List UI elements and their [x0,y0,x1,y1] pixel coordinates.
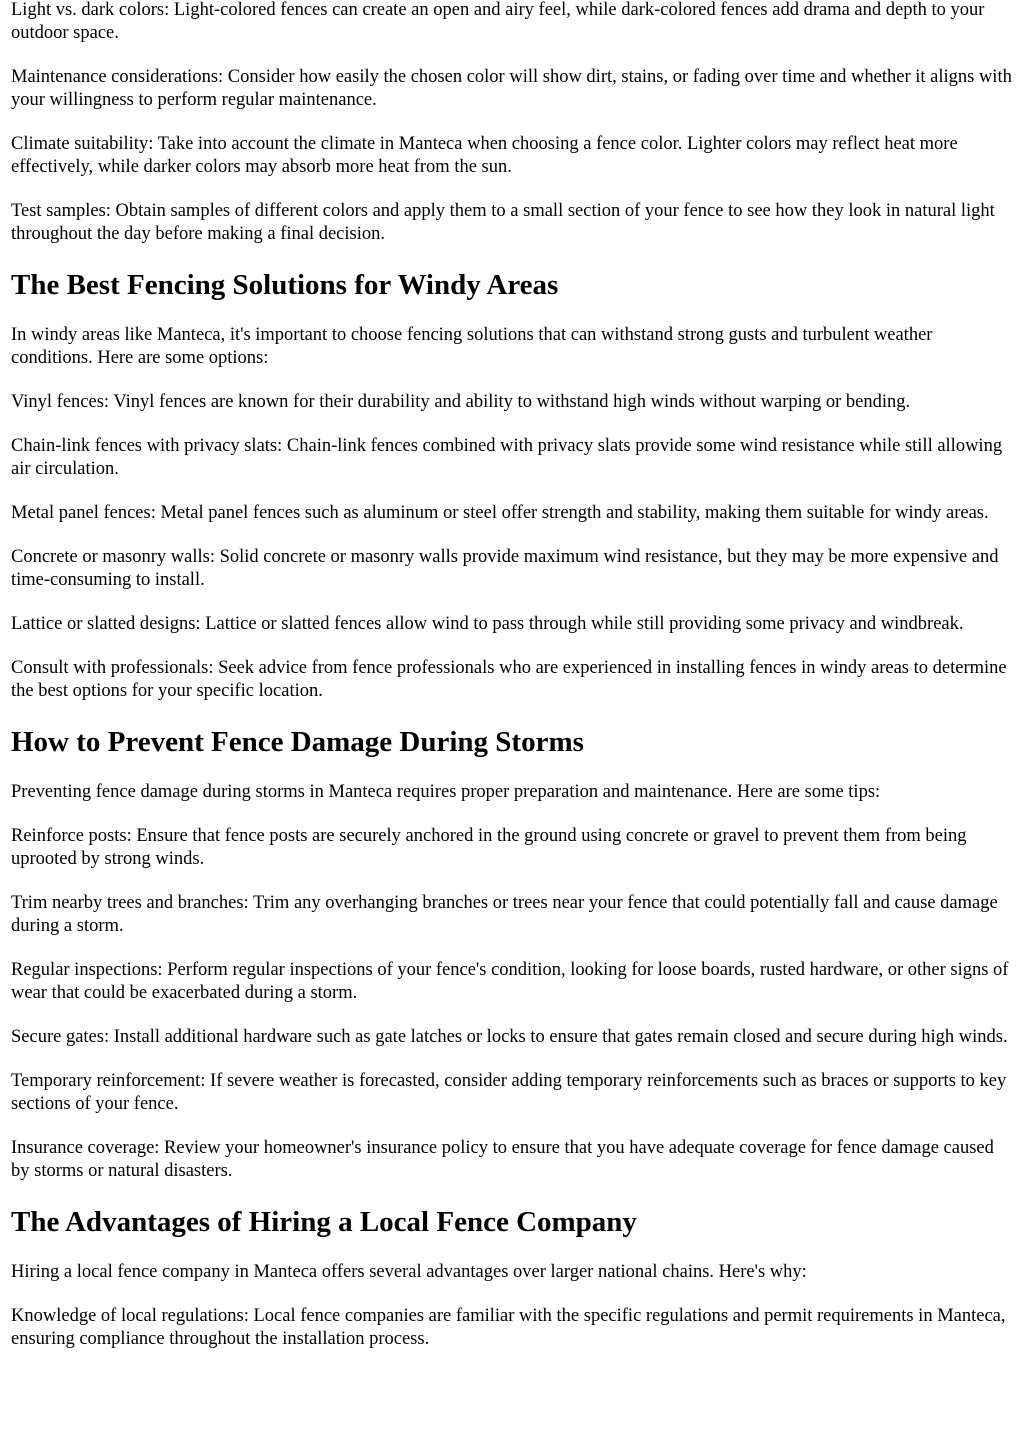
paragraph-chain-link: Chain-link fences with privacy slats: Chain-link fences combined with privacy slats provide some wind resistance while still allowing air circulation. [11,436,1003,479]
paragraph-climate: Climate suitability: Take into account the climate in Manteca when choosing a fence color. Lighter colors may reflect heat more effectively, while darker colors may absorb more heat from the sun. [11,134,958,177]
paragraph-consult: Consult with professionals: Seek advice from fence professionals who are experienced in installing fences in windy areas to determine the best options for your specific location. [11,658,1007,701]
heading-storm-damage: How to Prevent Fence Damage During Storms [11,726,584,758]
paragraph-concrete: Concrete or masonry walls: Solid concrete or masonry walls provide maximum wind resistance, but they may be more expensive and time-consuming to install. [11,547,999,590]
paragraph-vinyl: Vinyl fences: Vinyl fences are known for their durability and ability to withstand high winds without warping or bending. [11,392,911,412]
heading-windy-areas: The Best Fencing Solutions for Windy Areas [11,269,559,301]
paragraph-inspections: Regular inspections: Perform regular inspections of your fence's condition, looking for loose boards, rusted hardware, or other signs of wear that could be exacerbated during a storm. [11,960,1009,1003]
paragraph-windy-intro: In windy areas like Manteca, it's important to choose fencing solutions that can withstand strong gusts and turbulent weather conditions. Here are some options: [11,325,933,368]
paragraph-test-samples: Test samples: Obtain samples of different colors and apply them to a small section of your fence to see how they look in natural light throughout the day before making a final decision. [11,201,995,244]
paragraph-trim-trees: Trim nearby trees and branches: Trim any overhanging branches or trees near your fence that could potentially fall and cause damage during a storm. [11,893,998,936]
paragraph-secure-gates: Secure gates: Install additional hardware such as gate latches or locks to ensure that gates remain closed and secure during high winds. [11,1027,1008,1047]
paragraph-local-regulations: Knowledge of local regulations: Local fence companies are familiar with the specific regulations and permit requirements in Manteca, ensuring compliance throughout the installation process. [11,1306,1006,1349]
paragraph-temporary-reinforcement: Temporary reinforcement: If severe weather is forecasted, consider adding temporary reinforcements such as braces or supports to key sections of your fence. [11,1071,1007,1114]
paragraph-storm-intro: Preventing fence damage during storms in Manteca requires proper preparation and maintenance. Here are some tips: [11,782,881,802]
paragraph-maintenance: Maintenance considerations: Consider how easily the chosen color will show dirt, stains, or fading over time and whether it aligns with your willingness to perform regular maintenance. [11,67,1012,110]
paragraph-light-vs-dark: Light vs. dark colors: Light-colored fences can create an open and airy feel, while dark-colored fences add drama and depth to your outdoor space. [11,0,985,43]
paragraph-metal-panel: Metal panel fences: Metal panel fences such as aluminum or steel offer strength and stability, making them suitable for windy areas. [11,503,989,523]
paragraph-local-intro: Hiring a local fence company in Manteca offers several advantages over larger national chains. Here's why: [11,1262,807,1282]
paragraph-insurance: Insurance coverage: Review your homeowner's insurance policy to ensure that you have adequate coverage for fence damage caused by storms or natural disasters. [11,1138,994,1181]
paragraph-lattice: Lattice or slatted designs: Lattice or slatted fences allow wind to pass through while still providing some privacy and windbreak. [11,614,964,634]
paragraph-reinforce-posts: Reinforce posts: Ensure that fence posts are securely anchored in the ground using concrete or gravel to prevent them from being uprooted by strong winds. [11,826,967,869]
heading-local-company: The Advantages of Hiring a Local Fence Company [11,1206,637,1238]
